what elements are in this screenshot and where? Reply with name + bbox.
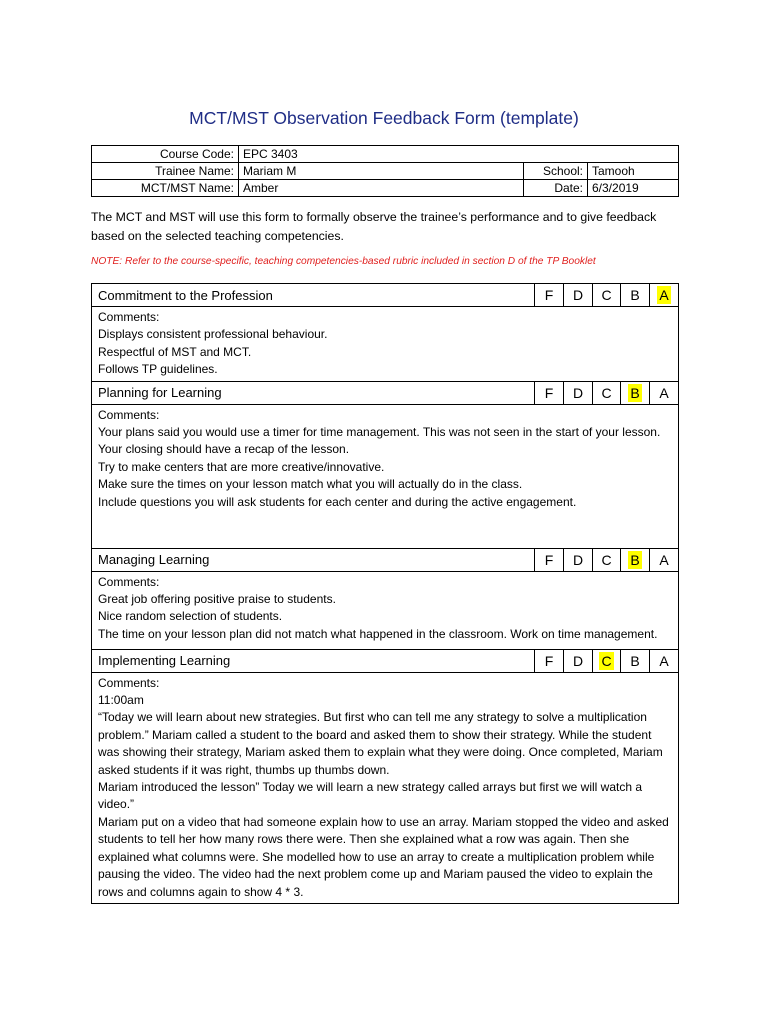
grade-cell-f bbox=[535, 548, 564, 571]
trainee-row bbox=[92, 163, 679, 180]
grade-cell-f bbox=[535, 381, 564, 404]
grade-cell-c bbox=[593, 381, 621, 404]
section-header-implementing-learning bbox=[92, 649, 679, 672]
grade-c: C bbox=[601, 287, 612, 303]
comments-cell bbox=[92, 571, 679, 649]
section-header-managing-learning bbox=[92, 548, 679, 571]
grade-cell-d bbox=[564, 649, 593, 672]
grade-cell-b bbox=[621, 649, 650, 672]
grade-cell-a bbox=[650, 649, 679, 672]
comments-cell bbox=[92, 404, 679, 548]
section-comments-row bbox=[92, 672, 679, 903]
grade-a: A bbox=[659, 652, 669, 669]
comment-line: Nice random selection of students. bbox=[98, 609, 283, 624]
comments-label: Comments: bbox=[98, 310, 160, 324]
grade-cell-d bbox=[564, 284, 593, 307]
comment-line: Try to make centers that are more creative/innovative. bbox=[98, 459, 385, 474]
grade-a: A bbox=[659, 384, 669, 401]
section-header-commitment-to-the-profession bbox=[92, 284, 679, 307]
comments-cell bbox=[92, 307, 679, 382]
grade-cell-a bbox=[650, 548, 679, 571]
grade-cell-c bbox=[593, 649, 621, 672]
comments-label: Comments: bbox=[98, 407, 160, 422]
grade-cell-d bbox=[564, 548, 593, 571]
comments-cell bbox=[92, 672, 679, 903]
grade-f: F bbox=[544, 287, 554, 303]
comment-line: Mariam put on a video that had someone explain how to use an array. Mariam stopped the video and asked students to tell her how many rows there were. Then she explained what a row was again. Then she explained what columns were. She modelled how to use an array to create a multiplication problem while pausing the video. The video had the next problem come up and Mariam paused the video to explain the rows and columns again to show 4 * 3. bbox=[98, 814, 669, 899]
grade-d: D bbox=[572, 652, 584, 669]
info-table bbox=[91, 145, 679, 197]
comment-line: 11:00am bbox=[98, 693, 144, 708]
grade-d: D bbox=[572, 384, 584, 401]
mct-row bbox=[92, 180, 679, 197]
mct-name-value: Amber bbox=[239, 180, 524, 197]
form-title: MCT/MST Observation Feedback Form (template) bbox=[189, 108, 579, 128]
grade-cell-b bbox=[621, 284, 650, 307]
comment-line: The time on your lesson plan did not match what happened in the classroom. Work on time management. bbox=[98, 626, 658, 641]
grade-b: B bbox=[630, 384, 640, 401]
grade-cell-b bbox=[621, 548, 650, 571]
comment-line: Your closing should have a recap of the lesson. bbox=[98, 442, 350, 457]
grade-cell-b bbox=[621, 381, 650, 404]
section-title: Commitment to the Profession bbox=[92, 284, 535, 307]
grade-c: C bbox=[601, 652, 612, 669]
comment-line: Include questions you will ask students for each center and during the active engagement. bbox=[98, 494, 577, 509]
rubric-note: NOTE: Refer to the course-specific, teaching competencies-based rubric included in section D of the TP Booklet bbox=[91, 256, 596, 267]
mct-name-label: MCT/MST Name: bbox=[92, 180, 239, 197]
grade-cell-f bbox=[535, 649, 564, 672]
date-label: Date: bbox=[524, 180, 588, 197]
school-value: Tamooh bbox=[588, 163, 679, 180]
comment-line: “Today we will learn about new strategies. But first who can tell me any strategy to solve a multiplication problem.” Mariam called a student to the board and asked them to show their strategy. While the student was showing their strategy, Mariam asked them to explain what they were doing. Once completed, Mariam asked students if it was right, thumbs up thumbs down. bbox=[98, 710, 663, 777]
section-title: Managing Learning bbox=[92, 548, 535, 571]
comment-line: Respectful of MST and MCT. bbox=[98, 344, 252, 359]
trainee-name-label: Trainee Name: bbox=[92, 163, 239, 180]
section-title: Planning for Learning bbox=[92, 381, 535, 404]
course-code-row bbox=[92, 146, 679, 163]
comment-line: Great job offering positive praise to students. bbox=[98, 592, 336, 607]
comment-line: Make sure the times on your lesson match what you will actually do in the class. bbox=[98, 477, 523, 492]
grade-d: D bbox=[572, 551, 584, 568]
section-comments-row bbox=[92, 307, 679, 382]
course-code-label: Course Code: bbox=[92, 146, 239, 163]
grade-cell-a bbox=[650, 381, 679, 404]
trainee-name-value: Mariam M bbox=[239, 163, 524, 180]
grade-d: D bbox=[572, 287, 584, 303]
grade-b: B bbox=[630, 652, 640, 669]
comments-label: Comments: bbox=[98, 675, 160, 690]
grade-f: F bbox=[544, 384, 554, 401]
grade-a: A bbox=[659, 551, 669, 568]
grade-b: B bbox=[630, 287, 640, 303]
grade-b: B bbox=[630, 551, 640, 568]
grade-cell-a bbox=[650, 284, 679, 307]
rubric-table bbox=[91, 283, 679, 904]
comment-line: Follows TP guidelines. bbox=[98, 362, 218, 377]
grade-cell-d bbox=[564, 381, 593, 404]
grade-a: A bbox=[659, 287, 669, 303]
section-comments-row bbox=[92, 571, 679, 649]
comment-line: Your plans said you would use a timer for time management. This was not seen in the start of your lesson. bbox=[98, 425, 661, 440]
grade-cell-c bbox=[593, 284, 621, 307]
section-header-planning-for-learning bbox=[92, 381, 679, 404]
grade-f: F bbox=[544, 652, 554, 669]
grade-c: C bbox=[601, 551, 612, 568]
grade-c: C bbox=[601, 384, 612, 401]
grade-cell-c bbox=[593, 548, 621, 571]
intro-text: The MCT and MST will use this form to formally observe the trainee’s performance and to give feedback based on the selected teaching competencies. bbox=[91, 210, 657, 243]
grade-f: F bbox=[544, 551, 554, 568]
comment-line: Displays consistent professional behaviour. bbox=[98, 327, 328, 342]
comments-label: Comments: bbox=[98, 574, 160, 589]
school-label: School: bbox=[524, 163, 588, 180]
date-value: 6/3/2019 bbox=[588, 180, 679, 197]
grade-cell-f bbox=[535, 284, 564, 307]
course-code-value: EPC 3403 bbox=[239, 146, 679, 163]
section-comments-row bbox=[92, 404, 679, 548]
section-title: Implementing Learning bbox=[92, 649, 535, 672]
comment-line: Mariam introduced the lesson” Today we will learn a new strategy called arrays but first we will watch a video.” bbox=[98, 780, 643, 812]
